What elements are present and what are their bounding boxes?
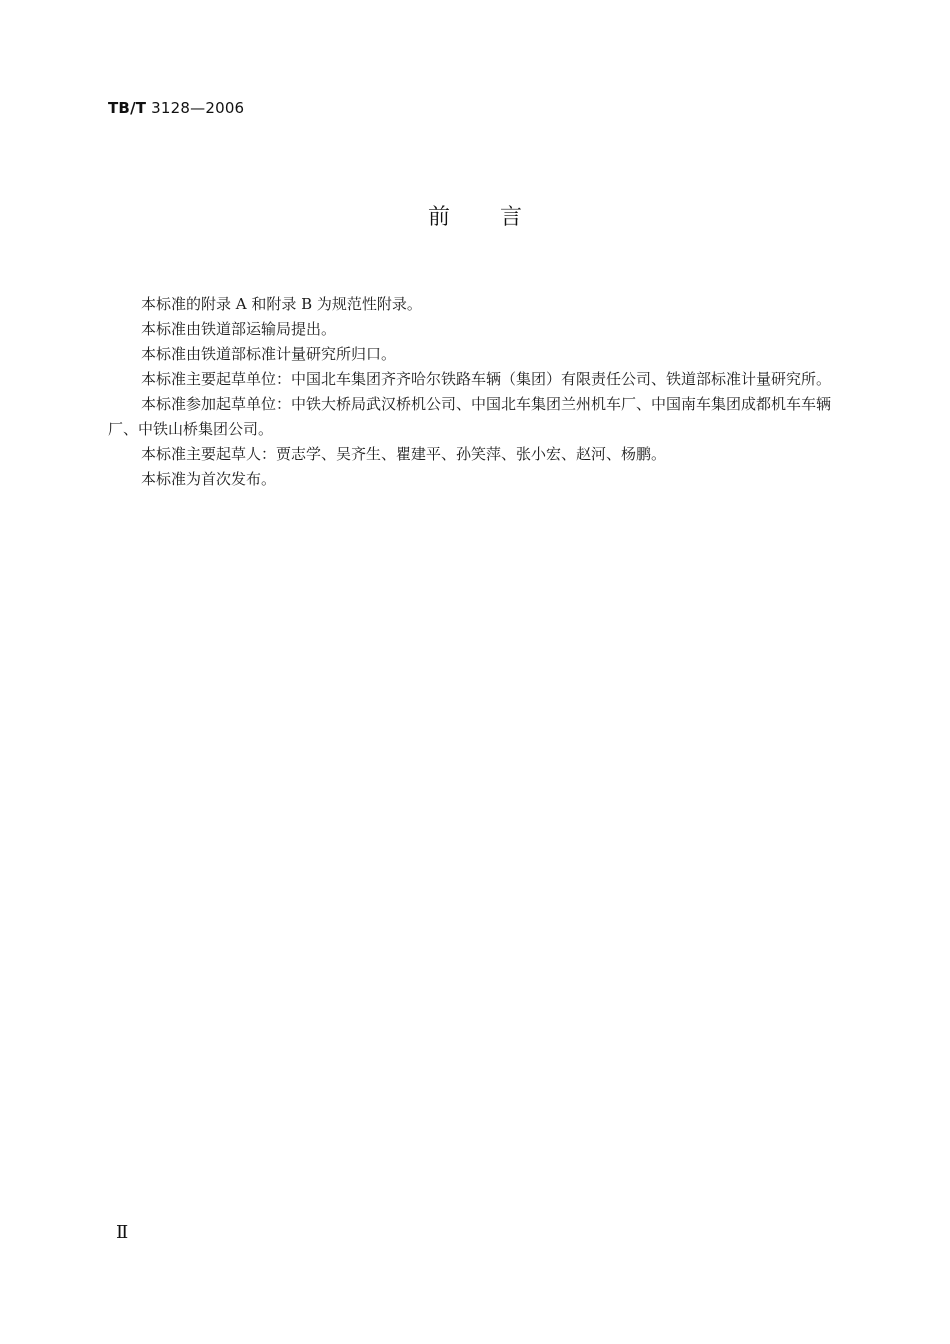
paragraph-first-release: 本标准为首次发布。 [141, 470, 277, 488]
paragraph-main-drafting-units: 本标准主要起草单位：中国北车集团齐齐哈尔铁路车辆（集团）有限责任公司、铁道部标准计量研究所。 [141, 370, 832, 388]
paragraph-centralized-by: 本标准由铁道部标准计量研究所归口。 [141, 345, 397, 363]
paragraph-annex: 本标准的附录 A 和附录 B 为规范性附录。 [141, 295, 422, 313]
paragraph-main-drafters: 本标准主要起草人：贾志学、吴齐生、瞿建平、孙笑萍、张小宏、赵河、杨鹏。 [141, 445, 667, 463]
paragraph-participating-units: 本标准参加起草单位：中铁大桥局武汉桥机公司、中国北车集团兰州机车厂、中国南车集团成都机车车辆厂、中铁山桥集团公司。 [108, 395, 832, 438]
preface-body [108, 292, 846, 492]
standard-prefix: TB/T [108, 99, 147, 117]
page-number: Ⅱ [116, 1222, 129, 1243]
paragraph-proposer: 本标准由铁道部运输局提出。 [141, 320, 337, 338]
standard-code [108, 99, 244, 117]
standard-number: 3128—2006 [151, 99, 245, 117]
page-title: 前言 [427, 205, 572, 230]
